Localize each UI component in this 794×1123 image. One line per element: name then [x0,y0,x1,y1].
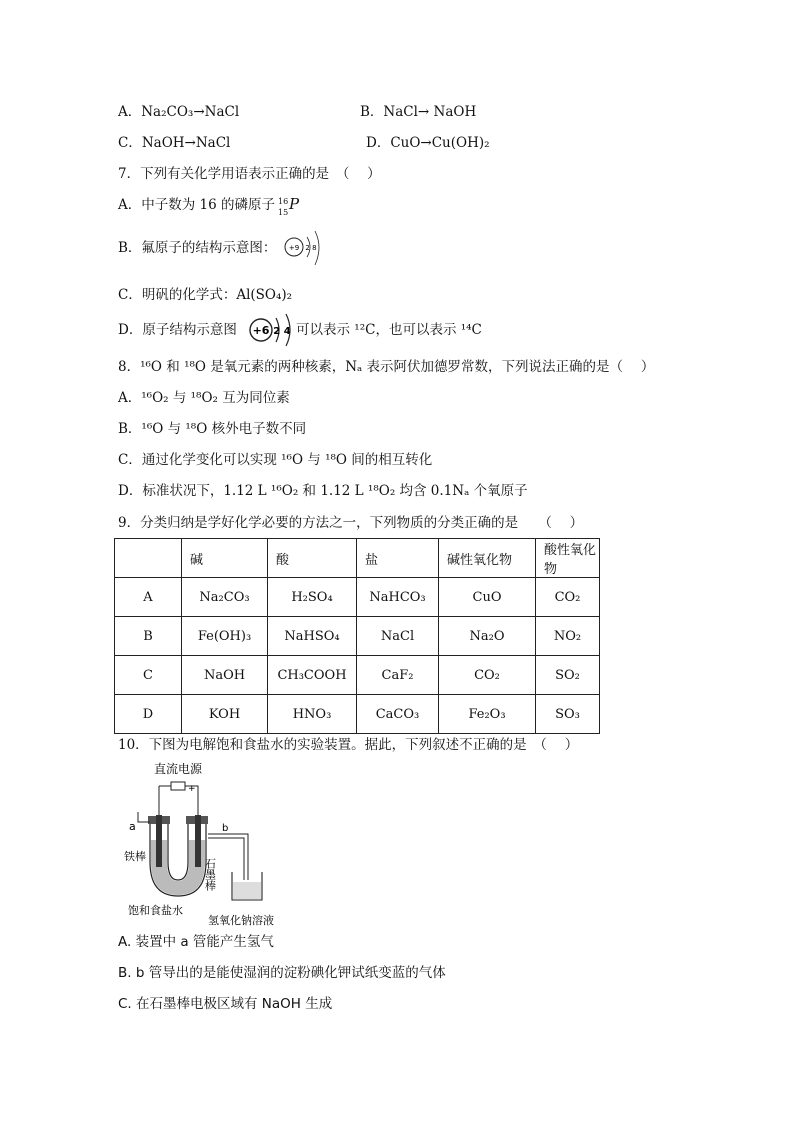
plus-sign: + [188,784,196,794]
brine-label: 饱和食盐水 [128,904,183,917]
q7-option-d-post: 可以表示 ¹²C，也可以表示 ¹⁴C [296,322,482,338]
q10-option-c: C. 在石墨棒电极区域有 NaOH 生成 [118,996,333,1012]
table-cell: NaHCO₃ [357,578,439,617]
table-cell: Na₂CO₃ [182,578,268,617]
nucleus-charge: +6 [252,324,270,337]
mass-number: 16 [278,197,289,206]
u-tube-inner [168,818,188,880]
naoh-solution [233,882,261,899]
graphite-rod-label: 石墨棒 [203,858,217,891]
shell-electrons: 2 8 [305,244,317,252]
element-symbol: P [289,195,300,213]
header-cell: 盐 [357,539,439,578]
table-cell: NaHSO₄ [268,617,357,656]
header-cell: 酸性氧化物 [536,539,600,578]
table-header-row [115,539,600,578]
electrolysis-apparatus-diagram [124,760,284,928]
q8-option-b: B．¹⁶O 与 ¹⁸O 核外电子数不同 [118,421,307,437]
q8-option-d: D．标准状况下，1.12 L ¹⁶O₂ 和 1.12 L ¹⁸O₂ 均含 0.1Nₐ 个氧原子 [118,483,528,499]
shell-electrons: 2 4 [273,326,291,337]
table-cell: D [115,695,182,734]
table-cell: NO₂ [536,617,600,656]
q9-stem: 9．分类归纳是学好化学必要的方法之一，下列物质的分类正确的是 （ ） [118,515,584,531]
q7-option-a [118,194,299,215]
table-cell: Na₂O [439,617,536,656]
carbon-structure-diagram [246,310,298,350]
q10-option-b: B. b 管导出的是能使湿润的淀粉碘化钾试纸变蓝的气体 [118,965,446,981]
table-row [115,578,600,617]
q8-option-a: A．¹⁶O₂ 与 ¹⁸O₂ 互为同位素 [118,390,290,406]
table-cell: SO₂ [536,656,600,695]
header-cell: 碱 [182,539,268,578]
q8-stem: 8．¹⁶O 和 ¹⁸O 是氧元素的两种核素，Nₐ 表示阿伏加德罗常数，下列说法正确的是（ ） [118,359,655,375]
table-cell: NaOH [182,656,268,695]
table-cell: H₂SO₄ [268,578,357,617]
q10-stem: 10．下图为电解饱和食盐水的实验装置。据此，下列叙述不正确的是 （ ） [118,737,579,753]
header-cell [115,539,182,578]
table-cell: CuO [439,578,536,617]
q6-option-a: A．Na₂CO₃→NaCl [118,104,240,120]
nucleus-charge: +9 [288,244,300,252]
power-source-label: 直流电源 [154,762,203,776]
atomic-number: 15 [278,208,289,217]
table-cell: Fe₂O₃ [439,695,536,734]
table-cell: B [115,617,182,656]
q7-option-a-text: A．中子数为 16 的磷原子 [118,197,276,213]
classification-table [114,538,600,734]
header-cell: 碱性氧化物 [439,539,536,578]
q7-option-d-pre: D．原子结构示意图 [118,322,237,338]
fluorine-structure-diagram [282,228,326,270]
table-cell: CaF₂ [357,656,439,695]
table-cell: CO₂ [439,656,536,695]
table-cell: HNO₃ [268,695,357,734]
table-row [115,695,600,734]
q7-stem: 7．下列有关化学用语表示正确的是 （ ） [118,166,381,182]
table-cell: A [115,578,182,617]
table-cell: CaCO₃ [357,695,439,734]
graphite-rod [195,815,201,867]
q10-option-a: A. 装置中 a 管能产生氢气 [118,934,274,950]
q6-option-c: C．NaOH→NaCl [118,135,231,151]
table-cell: CO₂ [536,578,600,617]
q6-option-b: B．NaCl→ NaOH [360,104,477,120]
label-b: b [222,823,229,834]
nuclide-notation [275,194,289,217]
table-cell: NaCl [357,617,439,656]
table-cell: KOH [182,695,268,734]
q8-option-c: C．通过化学变化可以实现 ¹⁶O 与 ¹⁸O 间的相互转化 [118,452,433,468]
table-row [115,656,600,695]
q7-option-c: C．明矾的化学式：Al(SO₄)₂ [118,287,293,303]
iron-rod [156,815,162,867]
power-source-box [171,782,185,790]
table-cell: CH₃COOH [268,656,357,695]
iron-rod-label: 铁棒 [124,850,146,863]
q7-option-b-text: B．氟原子的结构示意图： [118,240,277,256]
table-row [115,617,600,656]
table-cell: Fe(OH)₃ [182,617,268,656]
table-cell: SO₃ [536,695,600,734]
header-cell: 酸 [268,539,357,578]
label-a: a [129,820,136,833]
table-cell: C [115,656,182,695]
q6-option-d: D．CuO→Cu(OH)₂ [366,135,490,151]
naoh-solution-label: 氢氧化钠溶液 [208,914,274,927]
